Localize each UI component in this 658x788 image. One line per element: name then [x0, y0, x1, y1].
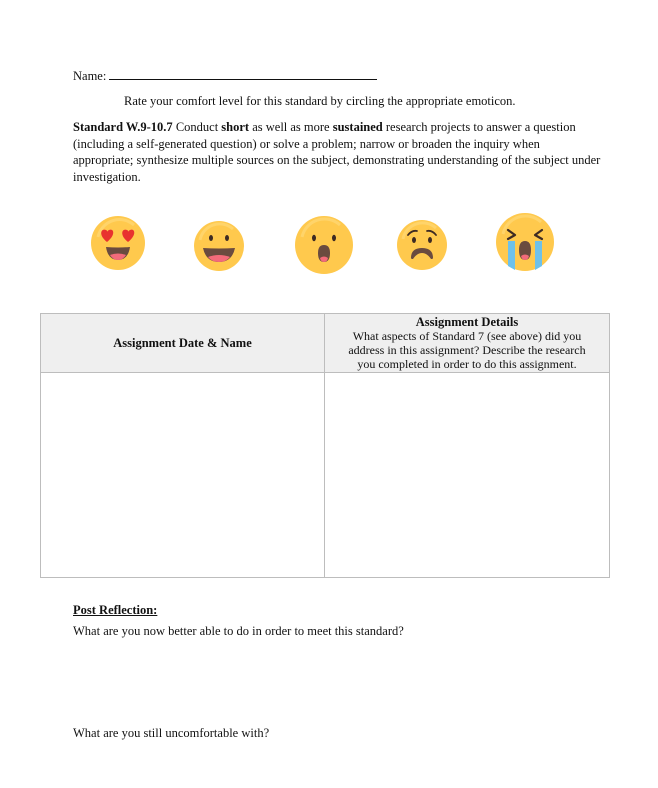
post-reflection-title: Post Reflection:: [73, 603, 158, 617]
instruction-text: Rate your comfort level for this standard by circling the appropriate emoticon.: [124, 94, 516, 108]
standard-bold-short: short: [221, 120, 250, 134]
reflection-question-1: What are you now better able to do in order to meet this standard?: [73, 624, 404, 638]
crying-emoji-icon[interactable]: [495, 212, 555, 272]
standard-text: as well as more: [249, 120, 333, 134]
standard-code: Standard W.9-10.7: [73, 120, 173, 134]
heart-eyes-emoji-icon[interactable]: [90, 215, 146, 271]
standard-paragraph: [73, 119, 603, 185]
col2-header-label: Assignment Details: [415, 315, 519, 329]
table-header-row: [41, 314, 610, 373]
header-assignment-details: [325, 314, 610, 373]
grinning-emoji-icon[interactable]: [193, 220, 245, 272]
name-field: [73, 68, 377, 84]
assignment-table: [40, 313, 610, 578]
name-blank-line[interactable]: [109, 68, 377, 80]
table-row: [41, 373, 610, 578]
standard-text: research projects to answer a question (including a self-generated question) or solve a problem; narrow or broaden the inquiry when appropriate; synthesize multiple sources on the subject, demonstrating understanding of the subject under investigation.: [73, 120, 601, 184]
assignment-details-cell[interactable]: [325, 373, 610, 578]
col2-header-description: What aspects of Standard 7 (see above) did you address in this assignment? Describe the research you completed in order to do this assignment.: [348, 329, 586, 371]
name-label: Name:: [73, 69, 107, 83]
standard-bold-sustained: sustained: [332, 120, 383, 134]
col1-header-label: Assignment Date & Name: [113, 336, 252, 350]
standard-text: Conduct: [172, 120, 222, 134]
assignment-date-name-cell[interactable]: [41, 373, 325, 578]
header-assignment-date-name: [41, 314, 325, 373]
worried-emoji-icon[interactable]: [396, 219, 448, 271]
surprised-emoji-icon[interactable]: [294, 215, 354, 275]
reflection-question-2: What are you still uncomfortable with?: [73, 726, 270, 740]
